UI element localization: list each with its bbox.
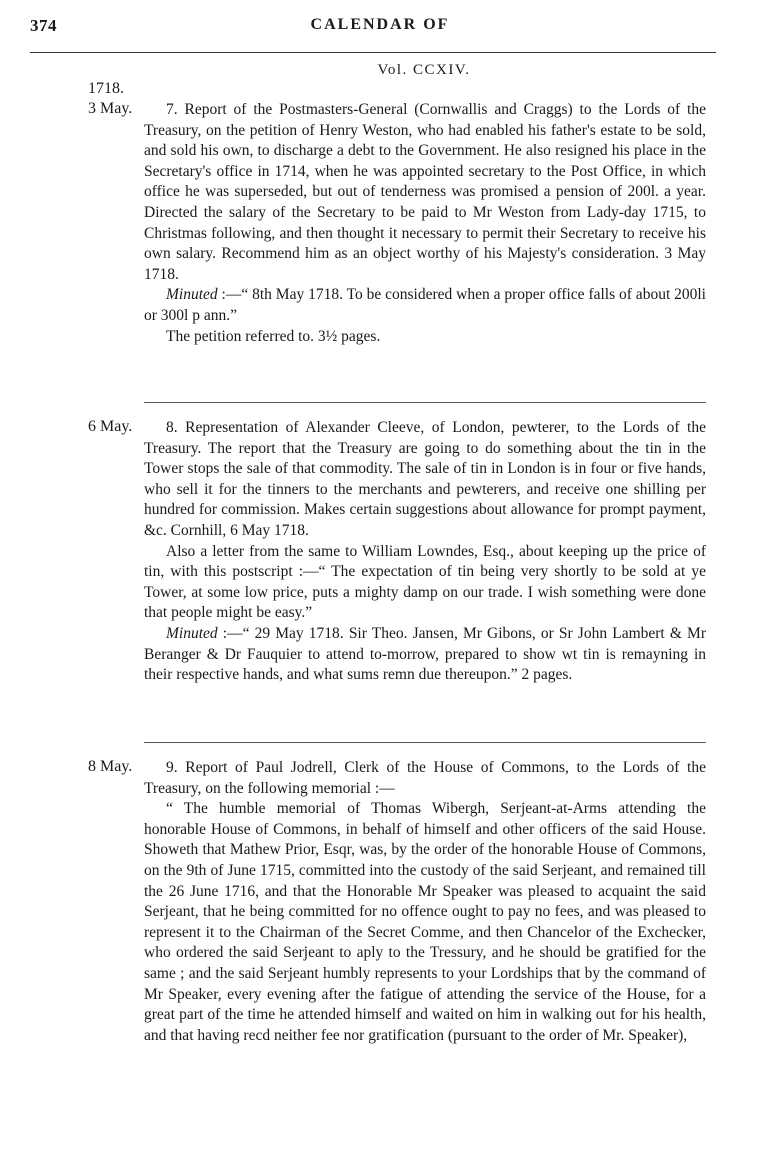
entry-minute <box>144 285 706 326</box>
calendar-entry <box>144 100 706 347</box>
margin-date: 8 May. <box>88 758 133 775</box>
volume-heading: Vol. CCXIV. <box>377 62 471 78</box>
margin-date: 3 May. <box>88 100 133 117</box>
minuted-label: Minuted <box>166 624 218 642</box>
margin-date: 6 May. <box>88 418 133 435</box>
entry-paragraph: 9. Report of Paul Jodrell, Clerk of the House of Commons, to the Lords of the Treasury, on the following memorial :— <box>144 759 706 797</box>
running-title: CALENDAR OF <box>310 16 450 33</box>
entry-paragraph: 8. Representation of Alexander Cleeve, of London, pewterer, to the Lords of the Treasury. The report that the Treasury are going to do something about the tin in the Tower stops the sale of that commodity. The sale of tin in London is in four or five hands, who sell it for the tinners to the merchants and pewterers, and receive one shilling per hundred for commission. Makes certain suggestions about allowance for prompt payment, &c. Cornhill, 6 May 1718. <box>144 419 706 539</box>
minute-text: :—“ 8th May 1718. To be considered when a proper office falls of about 200li or 300l p ann.” <box>144 286 706 324</box>
calendar-entry <box>144 758 706 1046</box>
page-header <box>30 16 730 42</box>
entry-note: The petition referred to. 3½ pages. <box>166 327 381 345</box>
page-number: 374 <box>30 16 57 35</box>
entry-minute: Minuted :—“ 29 May 1718. Sir Theo. Jansen, Mr Gibons, or Sr John Lambert & Mr Beranger & Dr Fauquier to attend to-morrow, prepared to show wt tin is remayning in their respective hands, and what sums remn due thereupon.” 2 pages. <box>144 624 706 684</box>
minuted-label: Minuted <box>166 286 218 304</box>
header-rule <box>30 52 716 53</box>
margin-year: 1718. <box>88 80 124 97</box>
calendar-entry <box>144 418 706 686</box>
entry-paragraph: Also a letter from the same to William Lowndes, Esq., about keeping up the price of tin, with this postscript :—“ The expectation of tin being very shortly to be sold at ye Tower, at some low price, puts a mighty damp on our trade. I wish something were done that people might be easy.” <box>144 542 706 622</box>
entry-divider <box>144 402 706 403</box>
memorial-text: “ The humble memorial of Thomas Wibergh, Serjeant-at-Arms attending the honorable House of Commons, in behalf of himself and other officers of the said House. Showeth that Mathew Prior, Esqr, was, by the order of the honorable House of Commons, on the 9th of June 1715, committed into the custody of the said Serjeant, and remained till the 26 June 1716, and that the Honorable Mr Speaker was pleased to acquaint the said Serjeant, that he being committed for no offence ought to pay no fees, and was pleased to represent it to the Chairman of the Secret Comme, and then Chancelor of the Exchecker, who ordered the said Serjeant to aply to the Tressury, and he should be gratified for the same ; and the said Serjeant humbly represents to your Lordships that by the command of Mr Speaker, every evening after the fatigue of attending the service of the House, for a great part of the time he attended himself and waited on him in walking out for his health, and that having recd neither fee nor gratification (pursuant to the order of Mr. Speaker), <box>144 800 706 1044</box>
entry-paragraph: 7. Report of the Postmasters-General (Cornwallis and Craggs) to the Lords of the Treasury, on the petition of Henry Weston, who had enabled his father's estate to be sold, and sold his own, to discharge a debt to the Government. He also resigned his place in the Secretary's office in 1714, when he was appointed secretary to the Post Office, in which office he was superseded, but out of tenderness was promised a pension of 200l. a year. Directed the salary of the Secretary to be paid to Mr Weston from Lady-day 1715, to Christmas following, and then thought it necessary to permit their Secretary to receive his own salary. Recommend him as an object worthy of his Majesty's consideration. 3 May 1718. <box>144 101 706 283</box>
entry-divider <box>144 742 706 743</box>
